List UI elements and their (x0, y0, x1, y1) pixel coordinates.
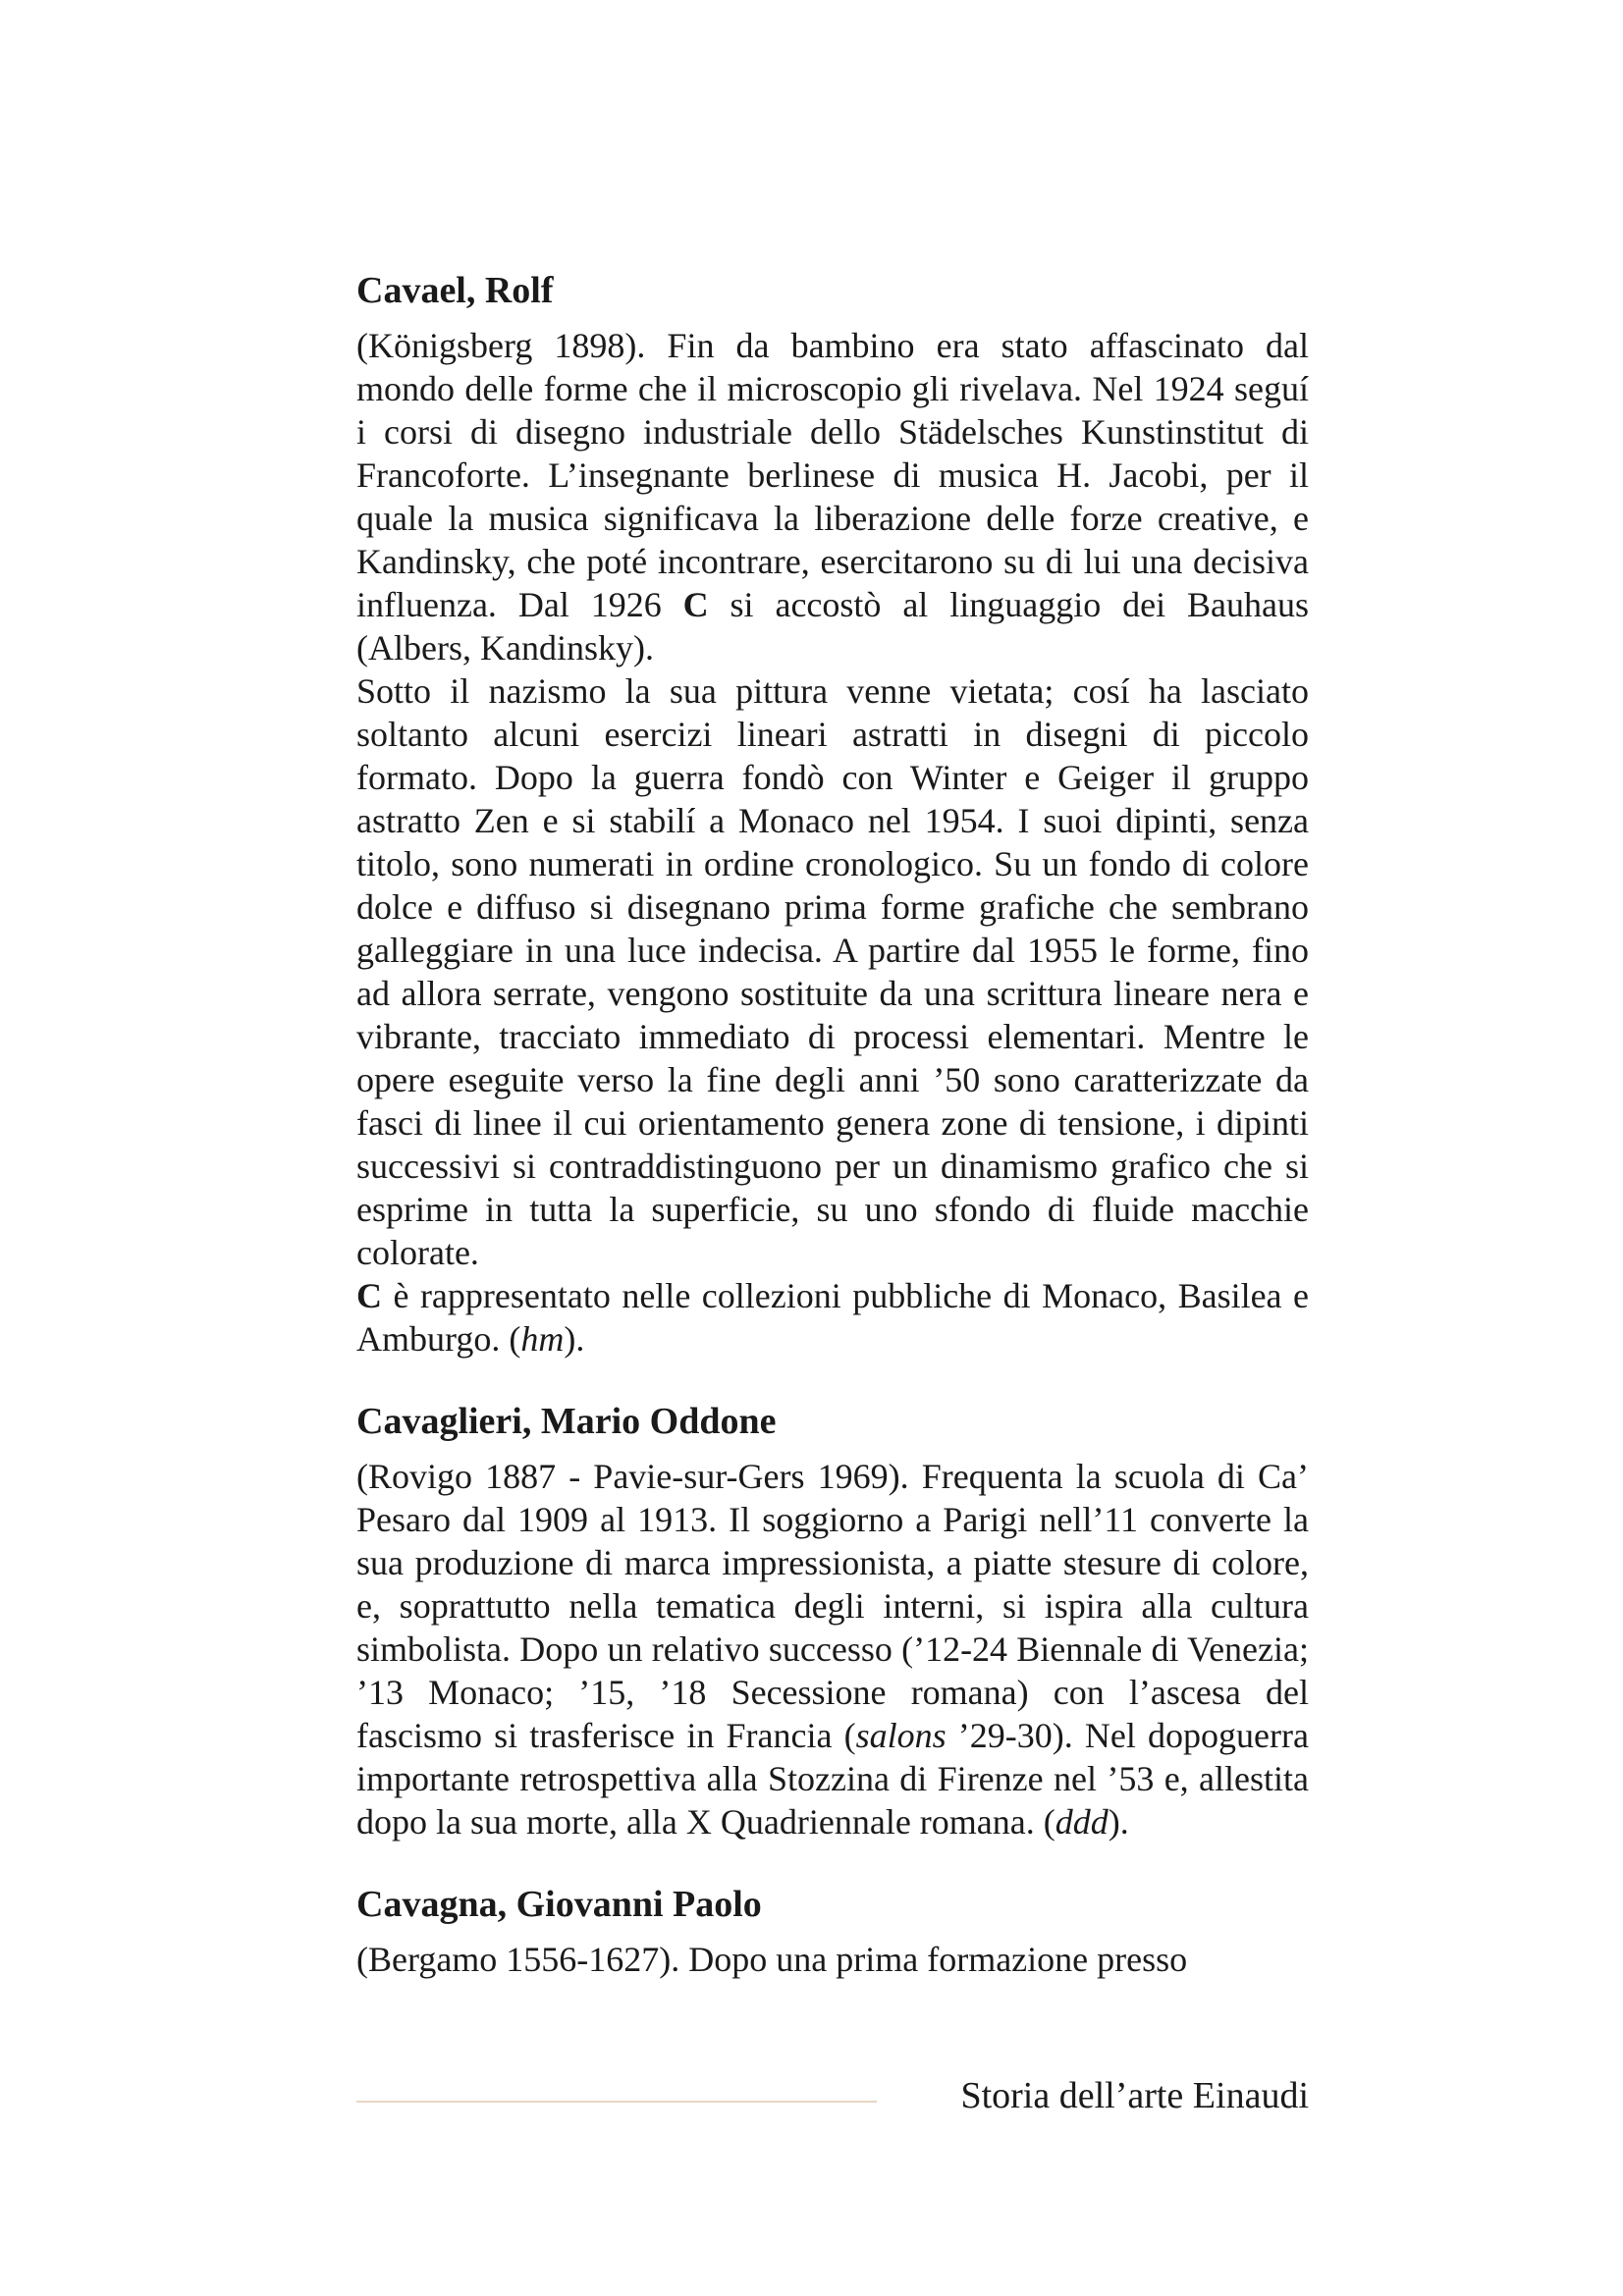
text-run: Sotto il nazismo la sua pittura venne vietata; cosí ha lasciato soltanto alcuni esercizi lineari astratti in disegni di piccolo formato. Dopo la guerra fondò con Winter e Geiger il gruppo astratto Zen e si stabilí a Monaco nel 1954. I suoi dipinti, senza titolo, sono numerati in ordine cronologico. Su un fondo di colore dolce e diffuso si disegnano prima forme grafiche che sembrano galleggiare in una luce indecisa. A partire dal 1955 le forme, fino ad allora serrate, vengono sostituite da una scrittura lineare nera e vibrante, tracciato immediato di processi elementari. Mentre le opere eseguite verso la fine degli anni ’50 sono caratterizzate da fasci di linee il cui orientamento genera zone di tensione, i dipinti successivi si contraddistinguono per un dinamismo grafico che si esprime in tutta la superficie, su uno sfondo di fluide macchie colorate. (356, 671, 1309, 1272)
page-content (356, 265, 1309, 2016)
footer-rule (356, 2101, 877, 2103)
bold-text: C (682, 585, 709, 624)
entry-paragraph (356, 1938, 1309, 1981)
text-run: è rappresentato nelle collezioni pubbliche di Monaco, Basilea e Amburgo. ( (356, 1276, 1309, 1359)
dictionary-entry (356, 1396, 1309, 1843)
entry-paragraph (356, 669, 1309, 1274)
dictionary-entry (356, 265, 1309, 1361)
text-run: ). (1108, 1802, 1129, 1842)
entry-paragraph (356, 324, 1309, 669)
bold-text: C (356, 1276, 382, 1315)
text-run: (Königsberg 1898). Fin da bambino era stato affascinato dal mondo delle forme che il microscopio gli rivelava. Nel 1924 seguí i corsi di disegno industriale dello Städelsches Kunstinstitut di Francoforte. L’insegnante berlinese di musica H. Jacobi, per il quale la musica significava la liberazione delle forze creative, e Kandinsky, che poté incontrare, esercitarono su di lui una decisiva influenza. Dal 1926 (356, 326, 1309, 624)
italic-text: salons (855, 1716, 947, 1755)
entry-title: Cavael, Rolf (356, 270, 554, 311)
text-run: ’29-30). Nel dopoguerra importante retrospettiva alla Stozzina di Firenze nel ’53 e, allestita dopo la sua morte, alla X Quadriennale romana. ( (356, 1716, 1309, 1842)
italic-text: hm (520, 1319, 565, 1359)
entry-paragraph (356, 1274, 1309, 1361)
text-run: (Rovigo 1887 - Pavie-sur-Gers 1969). Frequenta la scuola di Ca’ Pesaro dal 1909 al 1913. Il soggiorno a Parigi nell’11 converte la sua produzione di marca impressionista, a piatte stesure di colore, e, soprattutto nella tematica degli interni, si ispira alla cultura simbolista. Dopo un relativo successo (’12-24 Biennale di Venezia; ’13 Monaco; ’15, ’18 Secessione romana) con l’ascesa del fascismo si trasferisce in Francia ( (356, 1457, 1309, 1755)
text-run: ). (564, 1319, 585, 1359)
entry-paragraph (356, 1455, 1309, 1843)
text-run: si accostò al linguaggio dei Bauhaus (Albers, Kandinsky). (356, 585, 1309, 667)
italic-text: ddd (1055, 1802, 1109, 1842)
entry-title: Cavaglieri, Mario Oddone (356, 1401, 777, 1442)
footer-title: Storia dell’arte Einaudi (960, 2075, 1309, 2116)
entry-title: Cavagna, Giovanni Paolo (356, 1884, 762, 1925)
text-run: (Bergamo 1556-1627). Dopo una prima formazione presso (356, 1940, 1188, 1979)
page-footer (356, 2071, 1309, 2120)
dictionary-entry (356, 1879, 1309, 1981)
